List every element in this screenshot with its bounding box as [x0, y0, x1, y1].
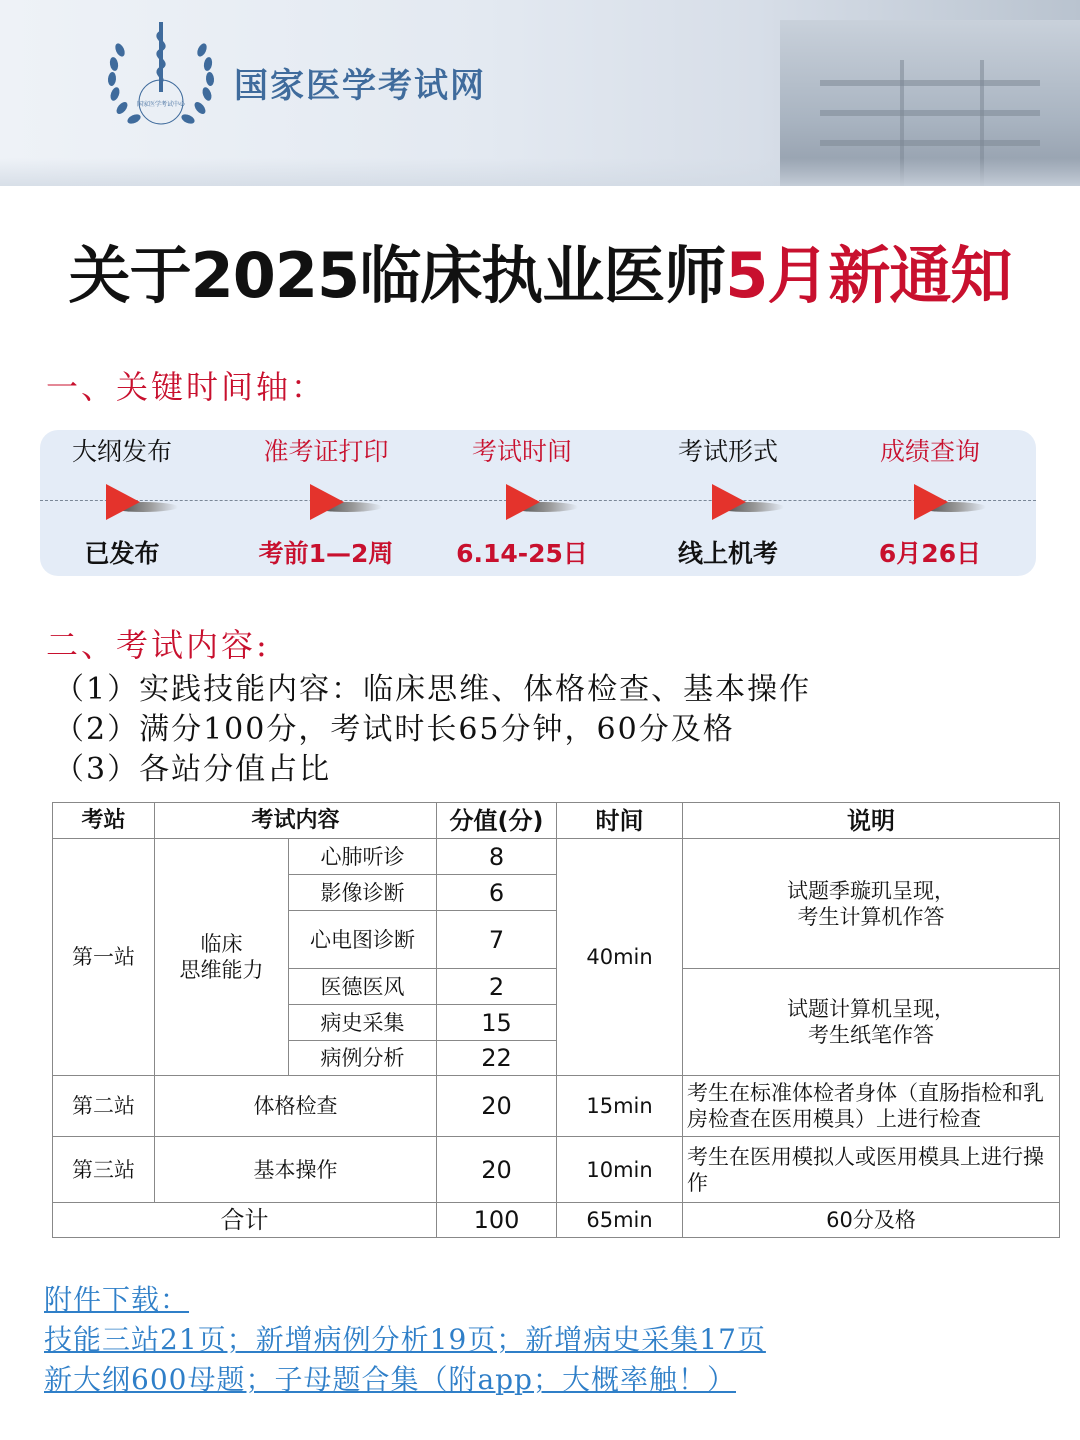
- item-name: 病例分析: [289, 1041, 437, 1076]
- timeline-value: 考前1—2周: [258, 539, 394, 568]
- station2-time: 15min: [557, 1076, 683, 1137]
- timeline-value: 线上机考: [677, 539, 778, 568]
- header-banner: [0, 0, 1080, 186]
- station1-time: 40min: [557, 839, 683, 1076]
- header-note: 说明: [683, 803, 1060, 839]
- station1-note2: 试题计算机呈现， 考生纸笔作答: [683, 969, 1060, 1076]
- attachments-link-1[interactable]: 技能三站21页；新增病例分析19页；新增病史采集17页: [44, 1323, 766, 1356]
- timeline-value: 已发布: [84, 539, 160, 568]
- total-time: 65min: [557, 1203, 683, 1238]
- timeline-item: [840, 430, 1020, 570]
- item-name: 病史采集: [289, 1005, 437, 1041]
- content-line-1: （1）实践技能内容：临床思维、体格检查、基本操作: [54, 672, 812, 707]
- table-total-row: [53, 1203, 1060, 1238]
- item-score: 22: [437, 1041, 557, 1076]
- station1-name: 第一站: [53, 839, 155, 1076]
- medical-emblem-logo: [102, 18, 220, 138]
- play-arrow-icon: [638, 470, 818, 526]
- attachments-heading[interactable]: 附件下载：: [44, 1283, 190, 1316]
- header-station: 考站: [53, 803, 155, 839]
- timeline-label: 大纲发布: [71, 437, 172, 466]
- timeline-label: 考试形式: [677, 437, 778, 466]
- timeline-label: 考试时间: [471, 437, 572, 466]
- content-line-3: （3）各站分值占比: [54, 752, 332, 787]
- page-title: [0, 226, 1080, 315]
- station2-content: 体格检查: [155, 1076, 437, 1137]
- item-score: 6: [437, 875, 557, 911]
- station1-category: 临床 思维能力: [155, 839, 289, 1076]
- play-arrow-icon: [432, 470, 612, 526]
- exam-score-table: [52, 802, 1060, 1238]
- item-score: 8: [437, 839, 557, 875]
- table-header-row: [53, 803, 1060, 839]
- item-score: 15: [437, 1005, 557, 1041]
- section1-heading: 一、关键时间轴：: [46, 368, 327, 406]
- item-name: 心肺听诊: [289, 839, 437, 875]
- timeline-item: [236, 430, 416, 570]
- timeline-label: 成绩查询: [879, 437, 980, 466]
- title-black: 关于2025临床执业医师: [68, 239, 726, 312]
- table-row: [53, 1137, 1060, 1203]
- header-time: 时间: [557, 803, 683, 839]
- timeline-label: 准考证打印: [263, 437, 389, 466]
- play-arrow-icon: [236, 470, 416, 526]
- station3-name: 第三站: [53, 1137, 155, 1203]
- header-content: 考试内容: [155, 803, 437, 839]
- station3-content: 基本操作: [155, 1137, 437, 1203]
- timeline-item: [638, 430, 818, 570]
- station3-note: 考生在医用模拟人或医用模具上进行操作: [683, 1137, 1060, 1203]
- section2-heading: 二、考试内容:: [46, 626, 270, 664]
- station1-note1: 试题季璇玑呈现， 考生计算机作答: [683, 839, 1060, 969]
- timeline-panel: [40, 430, 1036, 576]
- site-name: 国家医学考试网: [234, 66, 486, 106]
- station3-score: 20: [437, 1137, 557, 1203]
- attachments-link-2[interactable]: 新大纲600母题；子母题合集（附app；大概率触！）: [44, 1363, 736, 1396]
- table-row: [53, 1076, 1060, 1137]
- table-row: [53, 839, 1060, 875]
- station2-name: 第二站: [53, 1076, 155, 1137]
- timeline-value: 6月26日: [878, 539, 982, 568]
- content-line-2: （2）满分100分，考试时长65分钟，60分及格: [54, 712, 735, 747]
- item-score: 2: [437, 969, 557, 1005]
- play-arrow-icon: [840, 470, 1020, 526]
- timeline-item: [32, 430, 212, 570]
- emblem-caption: 国家医学考试中心: [136, 101, 186, 108]
- title-red: 5月新通知: [725, 239, 1012, 312]
- item-name: 医德医风: [289, 969, 437, 1005]
- item-name: 影像诊断: [289, 875, 437, 911]
- play-arrow-icon: [32, 470, 212, 526]
- header-score: 分值(分): [437, 803, 557, 839]
- timeline-item: [432, 430, 612, 570]
- station2-score: 20: [437, 1076, 557, 1137]
- total-note: 60分及格: [683, 1203, 1060, 1238]
- station2-note: 考生在标准体检者身体（直肠指检和乳房检查在医用模具）上进行检查: [683, 1076, 1060, 1137]
- timeline-value: 6.14-25日: [456, 539, 588, 568]
- station3-time: 10min: [557, 1137, 683, 1203]
- trees-strip: [0, 158, 1080, 186]
- total-score: 100: [437, 1203, 557, 1238]
- item-score: 7: [437, 911, 557, 969]
- total-label: 合计: [53, 1203, 437, 1238]
- item-name: 心电图诊断: [289, 911, 437, 969]
